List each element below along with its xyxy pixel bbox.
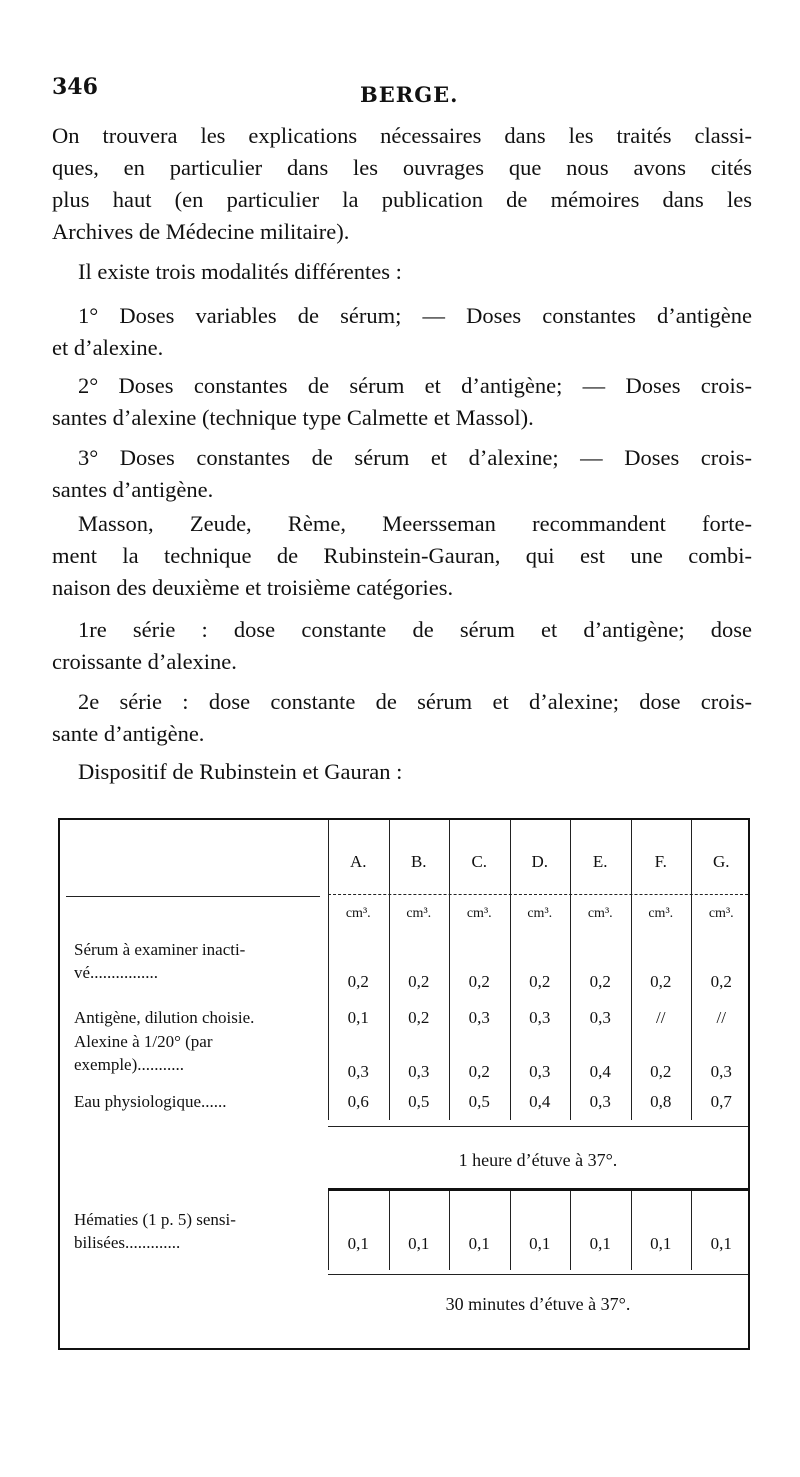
column-rule [510,1190,511,1270]
paragraph-1 [52,120,752,248]
table-cell-value: 0,2 [529,972,551,991]
column-rule [328,1190,329,1270]
table-cell-value: 0,2 [650,1062,672,1081]
column-header: D. [531,852,549,871]
table-cell-value: 0,2 [408,972,430,991]
table-cell-value: 0,3 [529,1062,551,1081]
row-label-line: Eau physiologique...... [74,1092,227,1111]
paragraph-7 [52,614,752,678]
table-cell-value: 0,3 [710,1062,732,1081]
text-line: Il existe trois modalités différentes : [78,259,402,284]
table-cell-value: 0,2 [650,972,672,991]
text-line: santes d’antigène. [52,477,214,502]
paragraph-4 [52,370,752,434]
text-line: 2e série : dose constante de sérum et d’alexine; dose crois- [78,689,752,714]
table-cell-value: 0,8 [650,1092,672,1111]
row-label-line: vé................ [74,963,159,982]
table-cell-value: 0,3 [347,1062,369,1081]
table-cell-value: 0,1 [468,1234,490,1253]
column-rule [570,1190,571,1270]
table-cell-value: 0,5 [408,1092,430,1111]
column-rule [449,1190,450,1270]
column-header: E. [592,852,608,871]
text-line: croissante d’alexine. [52,649,237,674]
section-rule [328,1126,748,1127]
row-label [74,1006,324,1029]
schedule-table [58,818,750,1350]
row-label-line: bilisées............. [74,1233,181,1252]
table-cell-value: 0,3 [468,1008,490,1027]
column-header: A. [349,852,367,871]
text-line: 1re série : dose constante de sérum et d’antigène; dose [78,617,752,642]
table-cell-value: 0,4 [589,1062,611,1081]
running-title: BERGE. [360,82,459,107]
table-cell-value: 0,2 [347,972,369,991]
column-header: C. [471,852,488,871]
column-header: B. [410,852,427,871]
paragraph-3 [52,300,752,364]
unit-label: cm³. [708,906,734,921]
unit-label: cm³. [345,906,371,921]
table-cell-value: // [656,1008,666,1027]
unit-label: cm³. [406,906,432,921]
text-line: et d’alexine. [52,335,164,360]
text-line: Archives de Médecine militaire). [52,219,350,244]
text-line: On trouvera les explications nécessaires dans les traités classi- [52,123,752,148]
row-label [74,1030,324,1076]
table-cell-value: 0,2 [468,972,490,991]
table-cell-value: 0,1 [347,1008,369,1027]
column-rule [389,1190,390,1270]
row-label [74,938,324,984]
table-cell-value: 0,1 [347,1234,369,1253]
header-rule [328,894,748,895]
text-line: ment la technique de Rubinstein-Gauran, qui est une combi- [52,543,752,568]
table-cell-value: 0,2 [710,972,732,991]
table-cell-value: 0,3 [408,1062,430,1081]
text-line: 1° Doses variables de sérum; — Doses constantes d’antigène [78,303,752,328]
text-line: 3° Doses constantes de sérum et d’alexine; — Doses crois- [78,445,752,470]
row-label-line: Alexine à 1/20° (par [74,1032,213,1051]
incubation-note: 30 minutes d’étuve à 37°. [445,1294,631,1314]
row-label [74,1208,324,1254]
paragraph-2 [52,256,752,288]
table-cell-value: 0,5 [468,1092,490,1111]
page-number: 346 [52,74,98,100]
unit-label: cm³. [466,906,492,921]
table-cell-value: 0,1 [408,1234,430,1253]
text-line: naison des deuxième et troisième catégories. [52,575,454,600]
table-cell-value: 0,3 [589,1092,611,1111]
table-cell-value: 0,1 [710,1234,732,1253]
text-line: santes d’alexine (technique type Calmette et Massol). [52,405,534,430]
paragraph-9 [52,756,752,788]
paragraph-8 [52,686,752,750]
table-cell-value: 0,1 [650,1234,672,1253]
table-cell-value: 0,6 [347,1092,369,1111]
table-cell-value: 0,3 [589,1008,611,1027]
row-label [74,1090,324,1113]
table-cell-value: 0,2 [589,972,611,991]
table-cell-value: 0,1 [529,1234,551,1253]
row-label-line: exemple)........... [74,1055,184,1074]
section-rule [328,1188,748,1191]
text-line: ques, en particulier dans les ouvrages que nous avons cités [52,155,752,180]
table-cell-value: 0,2 [408,1008,430,1027]
row-label-line: Antigène, dilution choisie. [74,1008,255,1027]
table-cell-value: 0,2 [468,1062,490,1081]
table-cell-value: 0,7 [710,1092,732,1111]
column-rule [631,1190,632,1270]
text-line: 2° Doses constantes de sérum et d’antigène; — Doses crois- [78,373,752,398]
unit-label: cm³. [587,906,613,921]
paragraph-5 [52,442,752,506]
unit-label: cm³. [527,906,553,921]
text-line: Dispositif de Rubinstein et Gauran : [78,759,403,784]
row-label-line: Sérum à examiner inacti- [74,940,246,959]
incubation-note: 1 heure d’étuve à 37°. [458,1150,618,1170]
paragraph-6 [52,508,752,604]
column-header: G. [712,852,730,871]
table-cell-value: 0,3 [529,1008,551,1027]
text-line: Masson, Zeude, Rème, Meersseman recommandent forte- [78,511,752,536]
text-line: sante d’antigène. [52,721,205,746]
text-line: plus haut (en particulier la publication de mémoires dans les [52,187,752,212]
row-label-line: Hématies (1 p. 5) sensi- [74,1210,236,1229]
column-rule [691,1190,692,1270]
table-cell-value: 0,4 [529,1092,551,1111]
table-cell-value: // [716,1008,726,1027]
header-rule [66,896,320,897]
unit-label: cm³. [648,906,674,921]
section-rule [328,1274,748,1275]
table-cell-value: 0,1 [589,1234,611,1253]
column-header: F. [654,852,667,871]
